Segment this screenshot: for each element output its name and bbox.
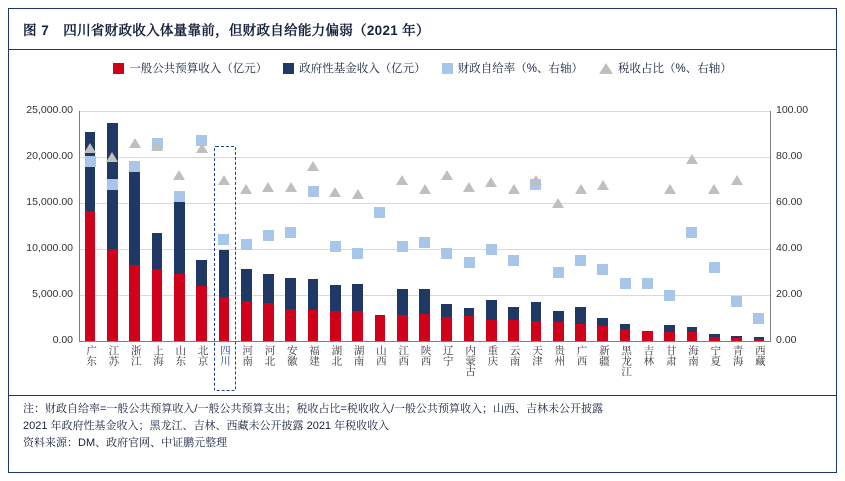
marker-tax-share <box>129 138 141 148</box>
bar-general-budget <box>352 311 363 341</box>
bar-general-budget <box>754 339 765 341</box>
marker-tax-share <box>441 170 453 180</box>
x-axis-category-label: 北京 <box>196 345 209 366</box>
gridline <box>79 157 770 158</box>
bar-gov-fund <box>531 302 542 321</box>
marker-self-sufficiency <box>664 290 675 301</box>
x-axis-category-label: 上海 <box>152 345 165 366</box>
marker-self-sufficiency <box>85 156 96 167</box>
figure-title-bar <box>9 9 836 49</box>
bar-general-budget <box>419 314 430 341</box>
y2-axis-tick-label: 100.00 <box>776 104 809 116</box>
marker-tax-share <box>151 141 163 151</box>
marker-tax-share <box>485 177 497 187</box>
legend-swatch-gov-fund <box>283 63 294 74</box>
legend-label-0: 一般公共预算收入（亿元） <box>129 63 268 75</box>
x-axis-category-label: 青海 <box>731 345 744 366</box>
marker-tax-share <box>262 182 274 192</box>
bar-gov-fund <box>575 307 586 324</box>
x-axis-category-label: 广东 <box>85 345 98 366</box>
bar-gov-fund <box>241 269 252 301</box>
marker-tax-share <box>731 175 743 185</box>
marker-tax-share <box>352 189 364 199</box>
bar-gov-fund <box>464 308 475 316</box>
legend-item-2 <box>442 60 583 76</box>
bar-gov-fund <box>687 327 698 332</box>
legend-swatch-self-sufficiency <box>442 63 453 74</box>
x-axis-category-label: 山东 <box>174 345 187 366</box>
y-axis-line <box>79 111 80 342</box>
bar-general-budget <box>129 265 140 341</box>
marker-tax-share <box>419 184 431 194</box>
marker-tax-share <box>575 184 587 194</box>
bar-general-budget <box>263 303 274 341</box>
marker-self-sufficiency <box>330 241 341 252</box>
bar-general-budget <box>620 329 631 341</box>
bar-general-budget <box>575 324 586 341</box>
y-axis-tick-label: 15,000.00 <box>26 196 73 208</box>
marker-self-sufficiency <box>308 186 319 197</box>
marker-self-sufficiency <box>107 179 118 190</box>
bar-general-budget <box>196 286 207 341</box>
marker-self-sufficiency <box>241 239 252 250</box>
bar-general-budget <box>508 320 519 341</box>
title-divider <box>9 49 836 50</box>
figure-notes <box>9 401 836 452</box>
y2-axis-tick-label: 80.00 <box>776 150 803 162</box>
x-axis-category-label: 天津 <box>530 345 543 366</box>
marker-self-sufficiency <box>441 248 452 259</box>
figure-tag: 图 7 <box>23 23 50 38</box>
marker-tax-share <box>173 170 185 180</box>
x-axis-category-label: 陕西 <box>419 345 432 366</box>
marker-self-sufficiency <box>129 161 140 172</box>
x-axis-line <box>79 341 771 342</box>
marker-tax-share <box>329 187 341 197</box>
note-line-3: 资料来源：DM、政府官网、中证鹏元整理 <box>23 437 228 450</box>
y-axis-tick-label: 25,000.00 <box>26 104 73 116</box>
bar-gov-fund <box>731 336 742 338</box>
highlight-box-sichuan <box>214 146 237 391</box>
marker-self-sufficiency <box>686 227 697 238</box>
marker-tax-share <box>240 184 252 194</box>
x-axis-category-label: 贵州 <box>553 345 566 366</box>
marker-tax-share <box>463 182 475 192</box>
bar-gov-fund <box>486 300 497 320</box>
chart-plot-area <box>9 81 838 391</box>
marker-self-sufficiency <box>575 255 586 266</box>
bar-general-budget <box>441 317 452 341</box>
marker-tax-share <box>396 175 408 185</box>
marker-tax-share <box>84 143 96 153</box>
y2-axis-line <box>770 111 771 342</box>
x-axis-category-label: 黑龙江 <box>620 345 633 377</box>
marker-self-sufficiency <box>731 296 742 307</box>
x-axis-category-label: 广西 <box>575 345 588 366</box>
bar-general-budget <box>642 331 653 341</box>
marker-tax-share <box>708 184 720 194</box>
x-axis-category-label: 海南 <box>686 345 699 366</box>
y-axis-tick-label: 0.00 <box>52 334 73 346</box>
marker-self-sufficiency <box>486 244 497 255</box>
marker-self-sufficiency <box>174 191 185 202</box>
marker-self-sufficiency <box>464 257 475 268</box>
bar-general-budget <box>152 269 163 341</box>
bar-gov-fund <box>263 274 274 302</box>
bar-gov-fund <box>620 324 631 329</box>
bar-general-budget <box>85 211 96 341</box>
bar-general-budget <box>375 315 386 341</box>
x-axis-category-label: 新疆 <box>597 345 610 366</box>
y2-axis-tick-label: 0.00 <box>776 334 797 346</box>
y2-axis-tick-label: 60.00 <box>776 196 803 208</box>
y-axis-tick-label: 5,000.00 <box>32 288 73 300</box>
marker-self-sufficiency <box>642 278 653 289</box>
x-axis-category-label: 山西 <box>374 345 387 366</box>
marker-self-sufficiency <box>553 267 564 278</box>
x-axis-category-label: 河南 <box>241 345 254 366</box>
legend-swatch-general-budget <box>113 63 124 74</box>
bar-general-budget <box>241 301 252 341</box>
x-axis-category-label: 辽宁 <box>441 345 454 366</box>
bar-gov-fund <box>597 318 608 325</box>
bar-gov-fund <box>441 304 452 316</box>
marker-tax-share <box>552 198 564 208</box>
x-axis-category-label: 浙江 <box>129 345 142 366</box>
legend-label-3: 税收占比（%、右轴） <box>618 63 732 75</box>
bar-general-budget <box>330 311 341 341</box>
legend-item-3 <box>599 60 732 76</box>
x-axis-category-label: 湖北 <box>330 345 343 366</box>
gridline <box>79 111 770 112</box>
legend-label-1: 政府性基金收入（亿元） <box>299 63 426 75</box>
bar-gov-fund <box>129 171 140 265</box>
bar-gov-fund <box>397 289 408 315</box>
bar-gov-fund <box>508 307 519 321</box>
bar-gov-fund <box>152 233 163 270</box>
legend-item-1 <box>283 60 426 76</box>
note-line-1: 注：财政自给率=一般公共预算收入/一般公共预算支出；税收占比=税收收入/一般公共预算收入；山西、吉林未公开披露 <box>23 403 603 415</box>
x-axis-category-label: 湖南 <box>352 345 365 366</box>
marker-self-sufficiency <box>419 237 430 248</box>
bar-gov-fund <box>285 278 296 308</box>
figure-title: 四川省财政收入体量靠前，但财政自给能力偏弱（2021 年） <box>63 23 430 38</box>
bar-general-budget <box>597 326 608 341</box>
x-axis-category-label: 西藏 <box>753 345 766 366</box>
y2-axis-tick-label: 20.00 <box>776 288 803 300</box>
y-axis-tick-label: 10,000.00 <box>26 242 73 254</box>
marker-self-sufficiency <box>597 264 608 275</box>
bar-general-budget <box>731 338 742 341</box>
marker-tax-share <box>196 143 208 153</box>
legend-swatch-tax-share <box>599 63 613 74</box>
marker-self-sufficiency <box>508 255 519 266</box>
x-axis-category-label: 重庆 <box>486 345 499 366</box>
note-line-2: 2021 年政府性基金收入；黑龙江、吉林、西藏未公开披露 2021 年税收收入 <box>23 420 390 433</box>
bar-general-budget <box>687 332 698 341</box>
marker-self-sufficiency <box>620 278 631 289</box>
legend-item-0 <box>113 60 267 76</box>
x-axis-category-label: 福建 <box>308 345 321 366</box>
marker-self-sufficiency <box>352 248 363 259</box>
bar-general-budget <box>464 316 475 341</box>
figure-frame <box>8 8 837 473</box>
x-axis-category-label: 宁夏 <box>709 345 722 366</box>
x-axis-category-label: 云南 <box>508 345 521 366</box>
x-axis-category-label: 四川 <box>218 345 231 366</box>
marker-self-sufficiency <box>753 313 764 324</box>
marker-tax-share <box>686 154 698 164</box>
bar-general-budget <box>709 337 720 341</box>
y-axis-tick-label: 20,000.00 <box>26 150 73 162</box>
marker-tax-share <box>285 182 297 192</box>
notes-divider <box>9 395 836 396</box>
bar-general-budget <box>553 322 564 341</box>
bar-general-budget <box>531 321 542 341</box>
bar-general-budget <box>486 320 497 341</box>
bar-gov-fund <box>709 334 720 337</box>
marker-self-sufficiency <box>397 241 408 252</box>
marker-self-sufficiency <box>374 207 385 218</box>
y2-axis-tick-label: 40.00 <box>776 242 803 254</box>
marker-tax-share <box>307 161 319 171</box>
bar-gov-fund <box>352 284 363 311</box>
x-axis-category-label: 江苏 <box>107 345 120 366</box>
marker-tax-share <box>597 180 609 190</box>
bar-gov-fund <box>553 311 564 322</box>
bar-general-budget <box>174 274 185 341</box>
x-axis-category-label: 甘肃 <box>664 345 677 366</box>
chart-legend <box>9 55 836 81</box>
bar-general-budget <box>285 309 296 341</box>
marker-self-sufficiency <box>285 227 296 238</box>
x-axis-category-label: 吉林 <box>642 345 655 366</box>
x-axis-category-label: 安徽 <box>285 345 298 366</box>
bar-gov-fund <box>664 325 675 332</box>
marker-tax-share <box>106 152 118 162</box>
bar-gov-fund <box>419 289 430 314</box>
marker-tax-share <box>530 175 542 185</box>
bar-gov-fund <box>196 260 207 286</box>
legend-label-2: 财政自给率（%、右轴） <box>457 63 583 75</box>
bar-general-budget <box>107 249 118 341</box>
marker-tax-share <box>664 184 676 194</box>
marker-tax-share <box>508 184 520 194</box>
bar-gov-fund <box>308 279 319 310</box>
bar-gov-fund <box>330 285 341 310</box>
marker-self-sufficiency <box>263 230 274 241</box>
bar-general-budget <box>664 332 675 341</box>
x-axis-category-label: 江西 <box>397 345 410 366</box>
bar-gov-fund <box>754 337 765 339</box>
x-axis-category-label: 河北 <box>263 345 276 366</box>
marker-self-sufficiency <box>709 262 720 273</box>
bar-general-budget <box>397 315 408 341</box>
x-axis-category-label: 内蒙古 <box>464 345 477 377</box>
bar-gov-fund <box>174 201 185 274</box>
bar-general-budget <box>308 310 319 341</box>
